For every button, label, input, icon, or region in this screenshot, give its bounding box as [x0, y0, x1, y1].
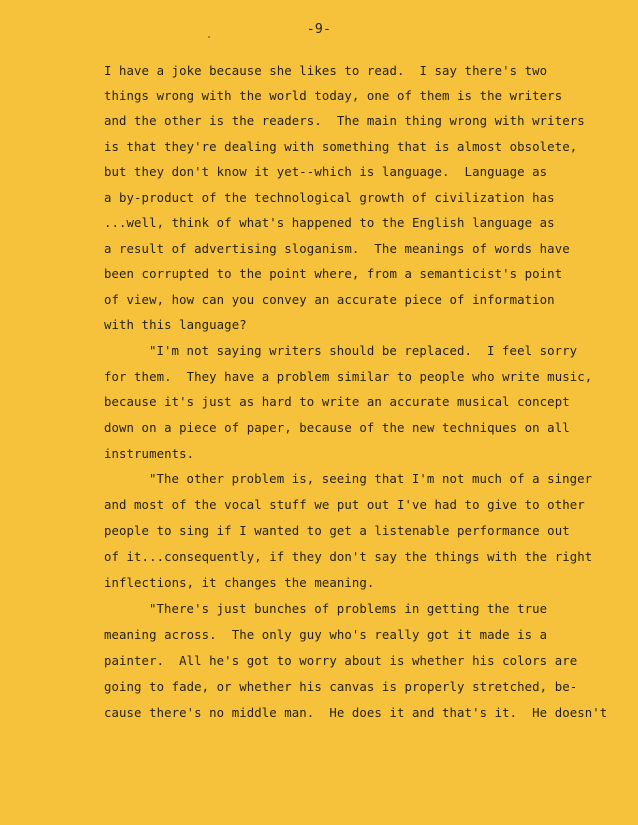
text-line-4: is that they're dealing with something that is almost obsolete,: [104, 140, 578, 154]
text-line-11: with this language?: [104, 318, 247, 332]
text-line-19: people to sing if I wanted to get a listenable performance out: [104, 524, 570, 538]
text-line-23: meaning across. The only guy who's really got it made is a: [104, 628, 548, 642]
text-line-26: cause there's no middle man. He does it and that's it. He doesn't: [104, 706, 608, 720]
text-line-2: things wrong with the world today, one of them is the writers: [104, 89, 563, 103]
text-line-17: "The other problem is, seeing that I'm not much of a singer: [149, 472, 593, 486]
text-line-8: a result of advertising sloganism. The meanings of words have: [104, 242, 570, 256]
text-line-20: of it...consequently, if they don't say the things with the right: [104, 550, 593, 564]
text-line-5: but they don't know it yet--which is language. Language as: [104, 165, 548, 179]
text-line-10: of view, how can you convey an accurate piece of information: [104, 293, 555, 307]
text-line-18: and most of the vocal stuff we put out I've had to give to other: [104, 498, 585, 512]
text-line-14: because it's just as hard to write an accurate musical concept: [104, 395, 570, 409]
text-line-24: painter. All he's got to worry about is whether his colors are: [104, 654, 578, 668]
text-line-25: going to fade, or whether his canvas is properly stretched, be-: [104, 680, 578, 694]
text-line-21: inflections, it changes the meaning.: [104, 576, 375, 590]
text-line-15: down on a piece of paper, because of the new techniques on all: [104, 421, 570, 435]
text-line-13: for them. They have a problem similar to people who write music,: [104, 370, 593, 384]
text-line-12: "I'm not saying writers should be replaced. I feel sorry: [149, 344, 578, 358]
text-line-9: been corrupted to the point where, from a semanticist's point: [104, 267, 563, 281]
text-line-16: instruments.: [104, 447, 195, 461]
text-line-7: ...well, think of what's happened to the English language as: [104, 216, 555, 230]
text-line-6: a by-product of the technological growth of civilization has: [104, 191, 555, 205]
page-number: -9-: [306, 22, 332, 37]
text-line-22: "There's just bunches of problems in getting the true: [149, 602, 548, 616]
text-line-1: I have a joke because she likes to read. I say there's two: [104, 64, 548, 78]
text-line-3: and the other is the readers. The main thing wrong with writers: [104, 114, 585, 128]
